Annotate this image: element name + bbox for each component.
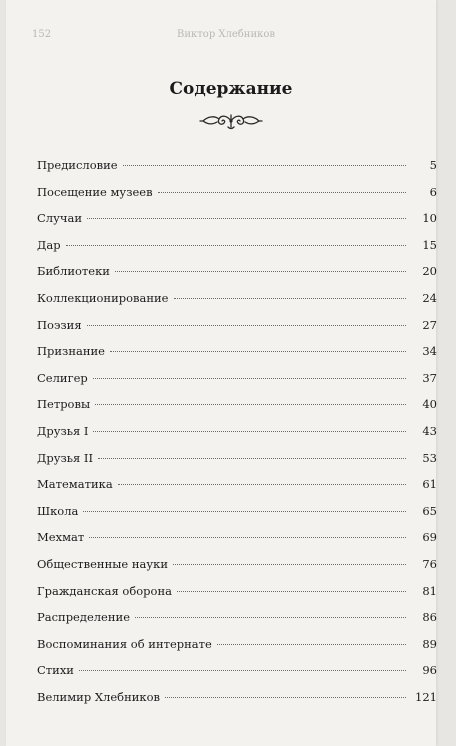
dot-leader: [217, 644, 406, 645]
toc-entry[interactable]: [37, 232, 437, 259]
toc-entry-title: Стихи: [37, 663, 74, 678]
dot-leader: [93, 378, 406, 379]
toc-entry-page: 5: [429, 158, 437, 172]
dot-leader: [95, 404, 406, 405]
dot-leader: [83, 511, 406, 512]
dot-leader: [174, 298, 407, 299]
toc-entry-title: Библиотеки: [37, 264, 110, 279]
toc-entry-page: 89: [422, 636, 437, 651]
dot-leader: [135, 617, 406, 618]
toc-entry[interactable]: [37, 524, 437, 551]
page-title: Содержание: [169, 79, 293, 99]
dot-leader: [123, 165, 406, 166]
toc-entry-page: 43: [422, 423, 437, 438]
toc-entry[interactable]: [37, 498, 437, 525]
toc-entry-title: Математика: [37, 477, 113, 492]
toc-entry-title: Петровы: [37, 397, 91, 412]
dot-leader: [158, 192, 406, 193]
toc-entry-title: Гражданская оборона: [37, 583, 172, 598]
toc-entry[interactable]: [37, 338, 437, 365]
toc-entry[interactable]: [37, 578, 437, 605]
dot-leader: [87, 218, 406, 219]
toc-entry-title: Друзья I: [37, 423, 89, 438]
toc-entry-page: 24: [422, 290, 437, 305]
dot-leader: [118, 484, 406, 485]
toc-entry-title: Воспоминания об интернате: [37, 636, 212, 651]
toc-entry-title: Общественные науки: [37, 556, 169, 571]
running-header: [32, 29, 410, 43]
book-page: [6, 0, 436, 746]
toc-entry[interactable]: [37, 604, 437, 631]
toc-entry[interactable]: [37, 551, 437, 578]
toc-entry-page: 37: [422, 370, 437, 385]
dot-leader: [177, 591, 406, 592]
toc-entry-page: 10: [422, 211, 437, 226]
toc-entry-page: 34: [422, 344, 437, 359]
dot-leader: [173, 564, 406, 565]
toc-entry[interactable]: [37, 684, 437, 711]
toc-entry-title: Селигер: [37, 370, 88, 385]
toc-entry-title: Велимир Хлебников: [37, 689, 160, 704]
toc-entry[interactable]: [37, 258, 437, 285]
ornament-flourish-icon: [199, 111, 263, 131]
dot-leader: [66, 245, 406, 246]
toc-entry-page: 15: [422, 237, 437, 252]
toc-entry-title: Распределение: [37, 610, 130, 625]
toc-entry[interactable]: [37, 418, 437, 445]
toc-entry[interactable]: [37, 631, 437, 658]
toc-entry-page: 86: [422, 610, 437, 625]
toc-entry-page: 121: [415, 689, 437, 704]
toc-entry-title: Коллекционирование: [37, 290, 169, 305]
toc-entry-title: Посещение музеев: [37, 184, 153, 199]
toc-entry-title: Школа: [37, 503, 79, 518]
toc-entry-page: 61: [422, 477, 437, 492]
toc-entry-page: 6: [429, 184, 437, 199]
toc-entry[interactable]: [37, 657, 437, 684]
toc-entry-page: 76: [422, 556, 437, 571]
dot-leader: [89, 537, 406, 538]
toc-entry-title: Друзья II: [37, 450, 94, 465]
dot-leader: [98, 458, 406, 459]
toc-entry-title: Случаи: [37, 211, 82, 226]
dot-leader: [87, 325, 406, 326]
toc-entry-title: Признание: [37, 344, 105, 359]
dot-leader: [93, 431, 406, 432]
dot-leader: [110, 351, 406, 352]
page-number: 152: [32, 29, 52, 40]
dot-leader: [165, 697, 406, 698]
toc-entry-page: 27: [422, 317, 437, 332]
toc-entry[interactable]: [37, 179, 437, 206]
dot-leader: [79, 670, 406, 671]
toc-entry-title: Поэзия: [37, 317, 82, 332]
toc-entry[interactable]: [37, 312, 437, 339]
toc-entry-page: 69: [422, 530, 437, 545]
toc-entry[interactable]: [37, 471, 437, 498]
toc-entry[interactable]: [37, 445, 437, 472]
dot-leader: [115, 271, 406, 272]
toc-entry-page: 40: [422, 397, 437, 412]
toc-entry-title: Предисловие: [37, 158, 118, 172]
toc-entry[interactable]: [37, 365, 437, 392]
toc-entry[interactable]: [37, 285, 437, 312]
toc-entry-page: 96: [422, 663, 437, 678]
toc-entry-title: Дар: [37, 237, 61, 252]
toc-entry[interactable]: [37, 205, 437, 232]
table-of-contents: [37, 152, 437, 710]
toc-entry-page: 65: [422, 503, 437, 518]
toc-entry-page: 81: [422, 583, 437, 598]
toc-entry[interactable]: [37, 391, 437, 418]
toc-entry-title: Мехмат: [37, 530, 85, 545]
toc-entry[interactable]: [37, 152, 437, 179]
running-title: Виктор Хлебников: [177, 29, 276, 40]
toc-entry-page: 20: [422, 264, 437, 279]
toc-entry-page: 53: [422, 450, 437, 465]
